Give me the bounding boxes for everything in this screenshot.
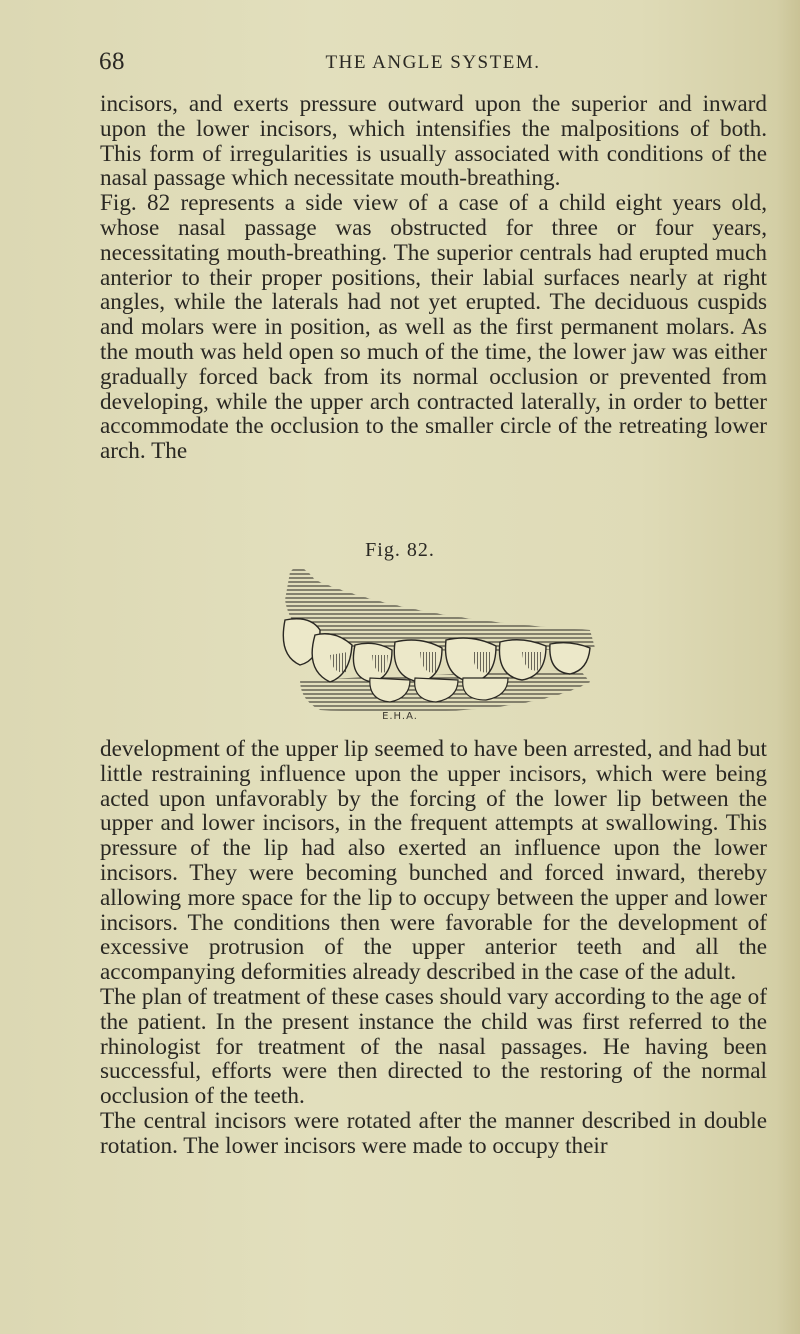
page-header	[99, 48, 767, 78]
lower-teeth	[370, 678, 508, 702]
body-text-bottom	[100, 737, 767, 1159]
paragraph: Fig. 82 represents a side view of a case of a child eight years old, whose nasal passage was obstructed for three or four years, necessitating mouth-breathing. The superior centrals had erupted much anterior to their proper positions, their labial surfaces nearly at right angles, while the laterals had not yet erupted. The deciduous cuspids and molars were in position, as well as the first permanent molars. As the mouth was held open so much of the time, the lower jaw was either gradually forced back from its normal occlusion or prevented from developing, while the upper arch contracted laterally, in order to better accommodate the occlusion to the smaller circle of the retreating lower arch. The	[100, 190, 767, 465]
figure-caption: Fig. 82.	[365, 539, 435, 561]
paragraph: development of the upper lip seemed to have been arrested, and had but little restraining influence upon the upper incisors, which were being acted upon unfavorably by the forcing of the lower lip between the upper and lower incisors, in the frequent attempts at swallowing. This pressure of the lip had also exerted an influence upon the lower incisors. They were becoming bunched and forced inward, thereby allowing more space for the lip to occupy between the upper and lower incisors. The conditions then were favorable for the development of excessive protrusion of the upper anterior teeth and all the accompanying deformities already described in the case of the adult.	[100, 736, 767, 986]
page-number: 68	[99, 48, 125, 75]
paragraph: The central incisors were rotated after the manner described in double rotation. The lower incisors were made to occupy their	[100, 1107, 767, 1159]
artist-initials: E.H.A.	[382, 711, 418, 722]
paragraph: The plan of treatment of these cases should vary according to the age of the patient. In the present instance the child was first referred to the rhinologist for treatment of the nasal passages. He having been successful, efforts were then directed to the restoring of the normal occlusion of the teeth.	[100, 983, 767, 1110]
body-text-top	[100, 92, 767, 464]
paragraph: incisors, and exerts pressure outward upon the superior and inward upon the lower incisors, which intensifies the malpositions of both. This form of irregularities is usually associated with conditions of the nasal passage which necessitate mouth-breathing.	[100, 91, 767, 192]
running-head: THE ANGLE SYSTEM.	[325, 52, 541, 73]
dental-illustration	[260, 560, 610, 730]
